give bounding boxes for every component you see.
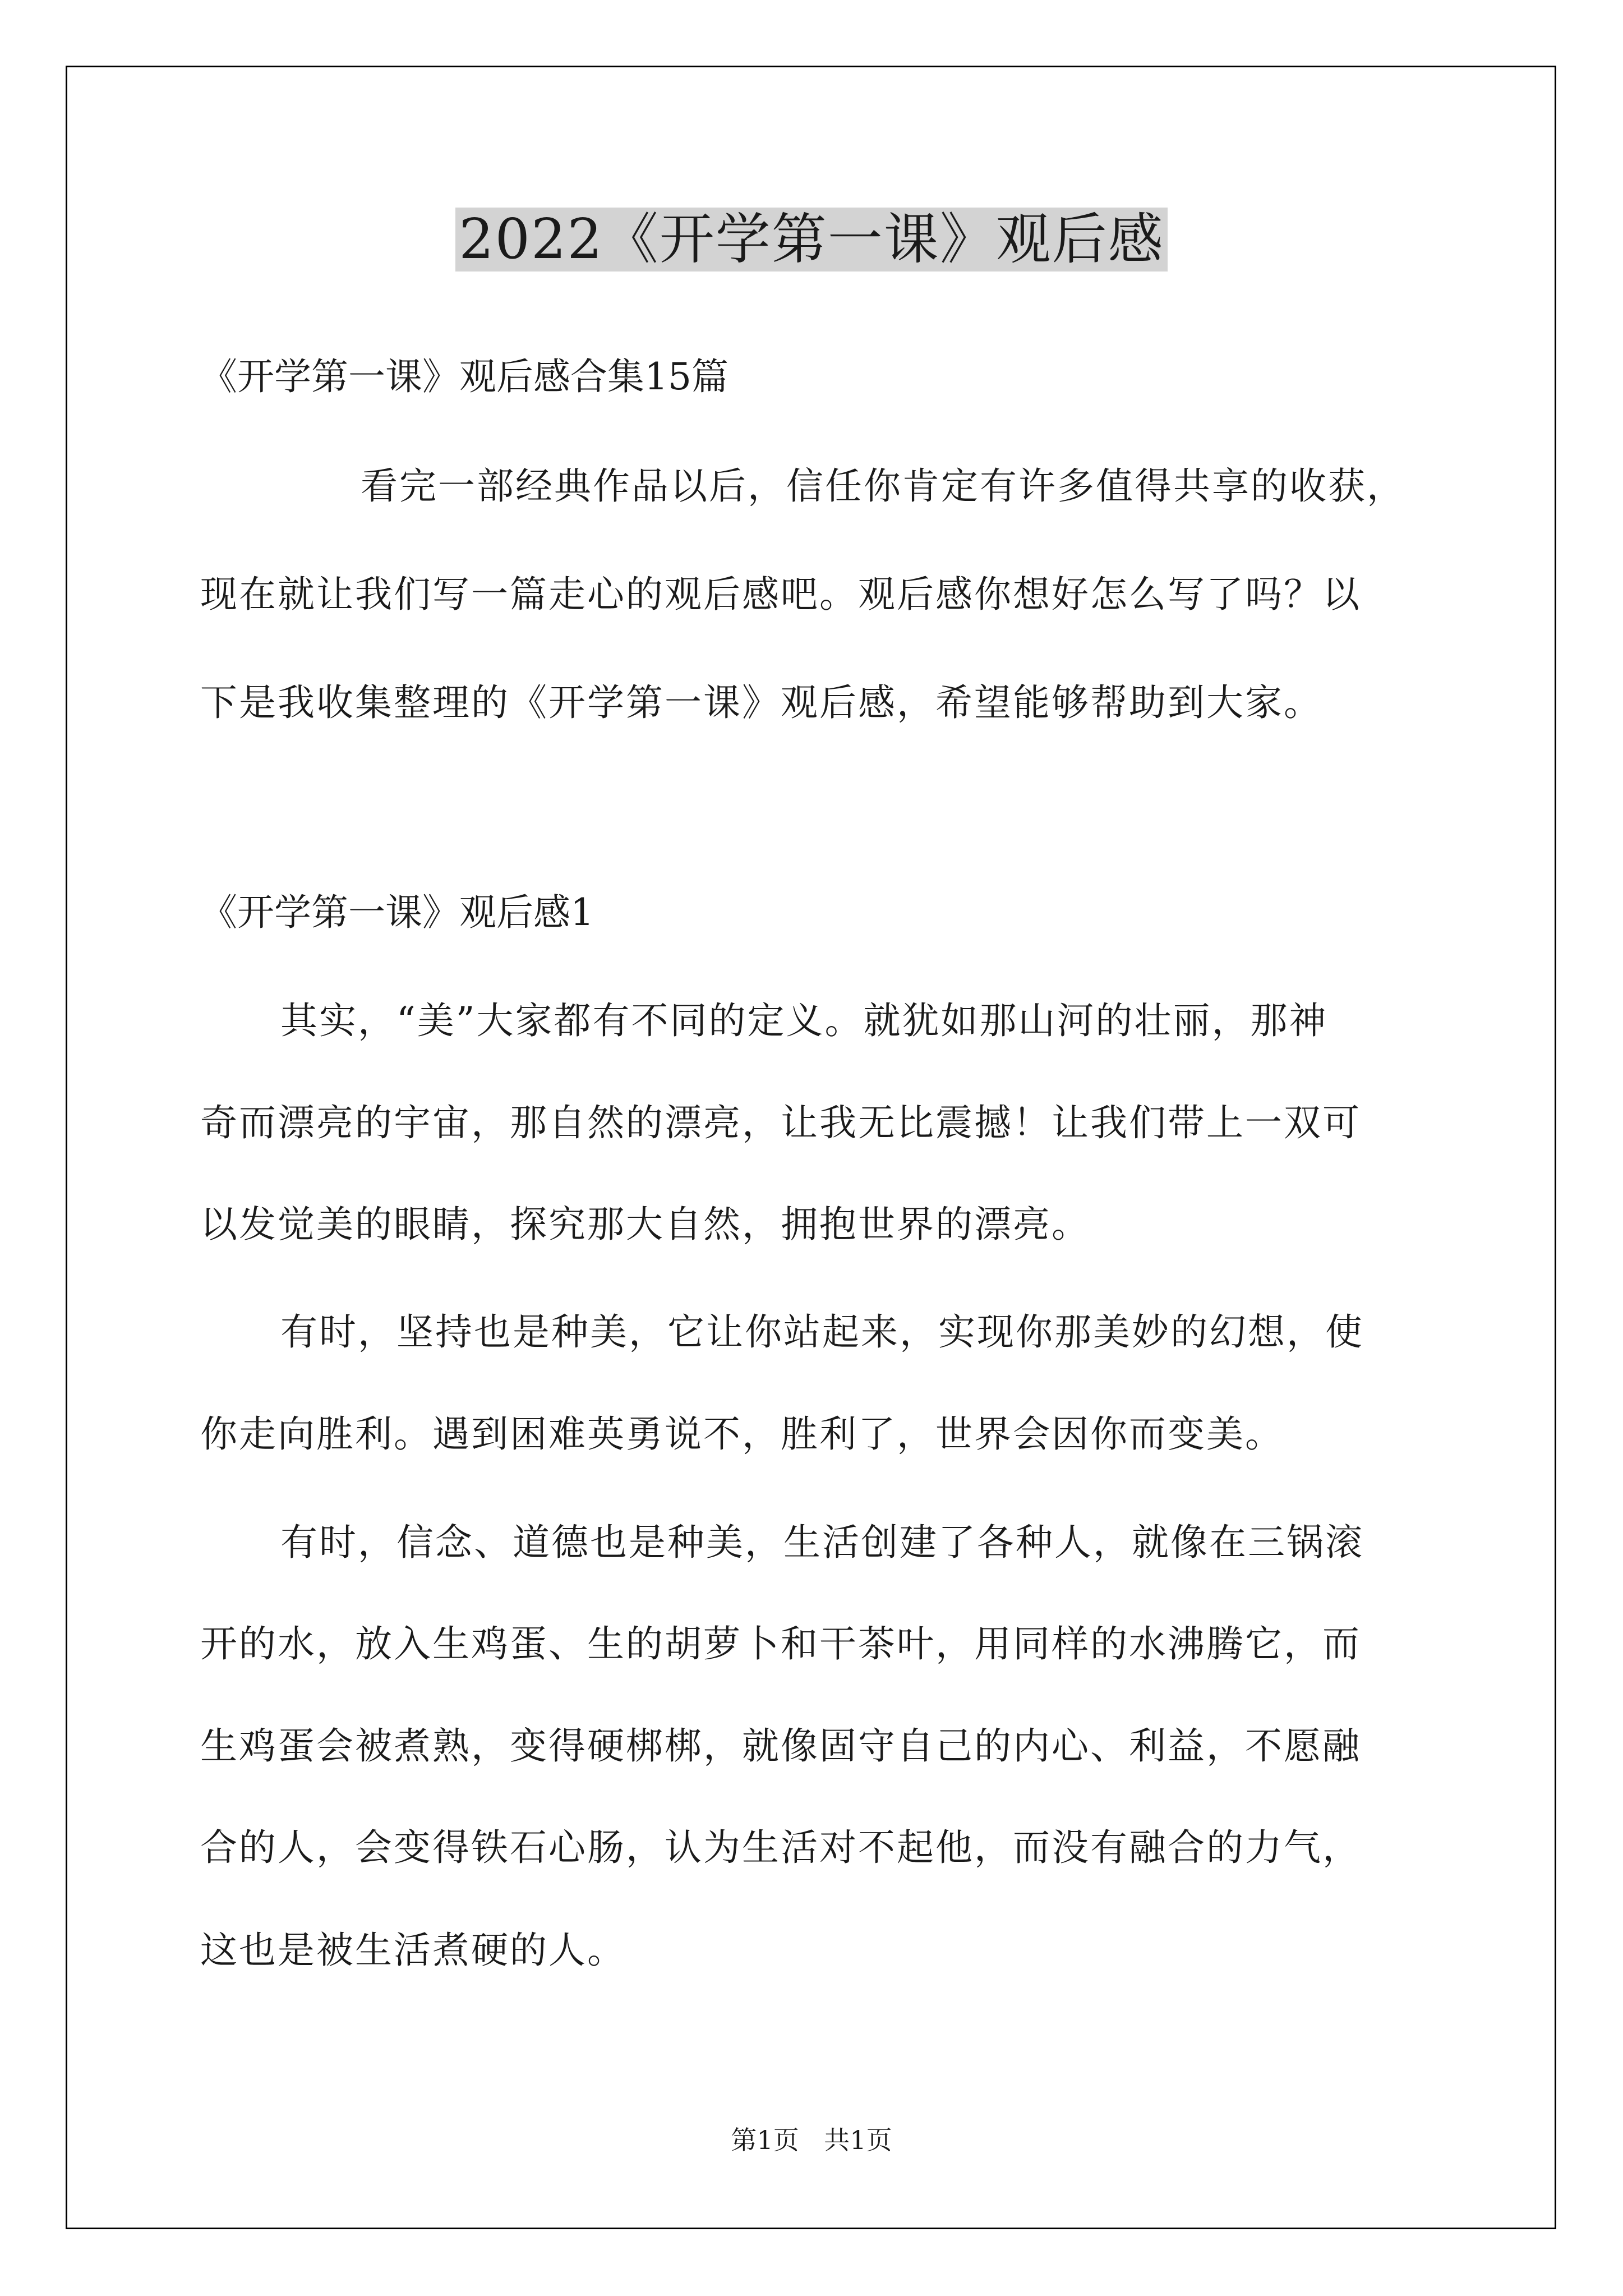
paragraph3-line-3: 生鸡蛋会被煮熟，变得硬梆梆，就像固守自己的内心、利益，不愿融 <box>200 1724 1361 1768</box>
page-footer: 第1页 共1页 <box>731 2125 892 2155</box>
paragraph3-line-1: 有时，信念、道德也是种美，生活创建了各种人，就像在三锅滚 <box>280 1521 1364 1564</box>
paragraph1-line-3: 以发觉美的眼睛，探究那大自然，拥抱世界的漂亮。 <box>200 1203 1090 1246</box>
paragraph1-line-2: 奇而漂亮的宇宙，那自然的漂亮，让我无比震撼！让我们带上一双可 <box>200 1101 1361 1144</box>
paragraph3-line-4: 合的人，会变得铁石心肠，认为生活对不起他，而没有融合的力气， <box>200 1826 1361 1869</box>
document-title-text: 2022《开学第一课》观后感 <box>455 208 1167 272</box>
intro-line-1: 看完一部经典作品以后，信任你肯定有许多值得共享的收获， <box>361 464 1405 508</box>
paragraph3-line-2: 开的水，放入生鸡蛋、生的胡萝卜和干茶叶，用同样的水沸腾它，而 <box>200 1622 1361 1665</box>
intro-line-2: 现在就让我们写一篇走心的观后感吧。观后感你想好怎么写了吗？以 <box>200 573 1361 616</box>
document-title <box>0 200 1623 279</box>
paragraph2-line-2: 你走向胜利。遇到困难英勇说不，胜利了，世界会因你而变美。 <box>200 1412 1284 1456</box>
section-heading: 《开学第一课》观后感1 <box>200 891 594 934</box>
collection-heading: 《开学第一课》观后感合集15篇 <box>200 355 728 398</box>
paragraph3-line-5: 这也是被生活煮硬的人。 <box>200 1929 626 1972</box>
paragraph2-line-1: 有时，坚持也是种美，它让你站起来，实现你那美妙的幻想，使 <box>280 1310 1364 1354</box>
paragraph1-line-1: 其实，“美”大家都有不同的定义。就犹如那山河的壮丽，那神 <box>280 999 1328 1042</box>
intro-line-3: 下是我收集整理的《开学第一课》观后感，希望能够帮助到大家。 <box>200 681 1322 724</box>
